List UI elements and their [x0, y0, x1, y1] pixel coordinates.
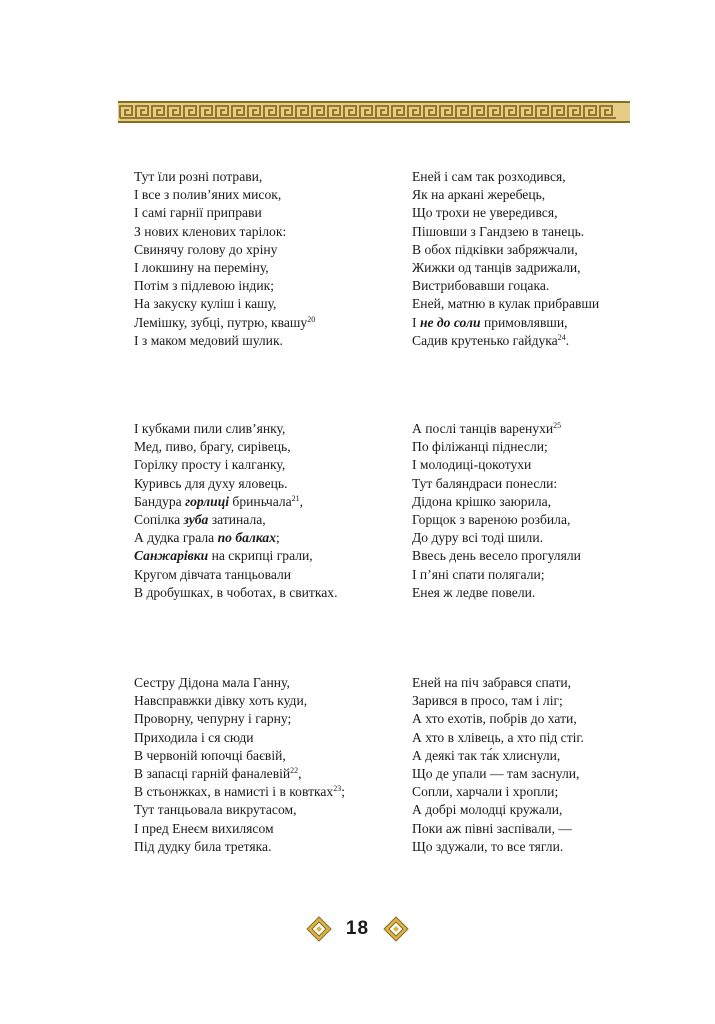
meander-segment [536, 106, 552, 118]
verse-line [412, 314, 599, 332]
greek-meander-pattern [118, 103, 630, 121]
verse-line [134, 547, 338, 565]
verse-text: А дудка грала [134, 530, 218, 546]
verse-line: Горілку просту і калганку, [134, 457, 286, 473]
stanza-4 [412, 420, 581, 602]
verse-line: Тут їли розні потрави, [134, 169, 263, 184]
verse-line: Як на аркані жеребець, [412, 187, 546, 203]
verse-line: Пішовши з Гандзею в танець. [412, 223, 585, 239]
meander-segment [456, 106, 472, 118]
verse-line [412, 420, 581, 438]
verse-line: Під дудку била третяка. [134, 838, 272, 854]
verse-text: А послі танців варенухи [412, 421, 554, 436]
verse-line: На закуску куліш і кашу, [134, 296, 277, 312]
footnote-ref[interactable]: 22 [290, 766, 299, 776]
meander-segment [216, 106, 232, 118]
page-number: 18 [345, 918, 370, 939]
verse-line: Сестру Дідона мала Ганну, [134, 675, 290, 690]
footnote-ref[interactable]: 25 [553, 421, 562, 430]
meander-segment [312, 106, 328, 118]
verse-text: примовлявши, [480, 314, 568, 330]
footnote-ref[interactable]: 23 [333, 784, 342, 794]
verse-line: Проворну, чепурну і гарну; [134, 711, 292, 727]
verse-line: Що здужали, то все тягли. [412, 838, 564, 854]
diamond-knot-icon [306, 916, 332, 942]
verse-line: Горщок з вареною розбила, [412, 512, 571, 528]
verse-line: А добрі молодці кружали, [412, 802, 563, 818]
verse-line: Еней і сам так розходився, [412, 169, 566, 184]
verse-text: В запасці гарній фаналевій [134, 766, 291, 782]
verse-text: Лемішку, зубці, путрю, квашу [134, 314, 308, 330]
verse-line: Енея ж ледве повели. [412, 584, 536, 600]
verse-line: В червоній юпочці баєвій, [134, 747, 286, 763]
verse-text: затинала, [208, 512, 266, 528]
verse-line: Мед, пиво, брагу, сирівець, [134, 439, 291, 455]
verse-text: бриньчала [229, 493, 292, 509]
verse-text: Бандура [134, 493, 186, 509]
verse-line: Тут танцьовала викрутасом, [134, 802, 297, 818]
verse-line [412, 332, 599, 350]
footnote-ref[interactable]: 20 [307, 314, 316, 324]
meander-segment [440, 106, 456, 118]
meander-segment [392, 106, 408, 118]
meander-segment [504, 106, 520, 118]
meander-segment [168, 106, 184, 118]
verse-line [134, 529, 338, 547]
verse-line [134, 493, 338, 511]
emphasis-text: по балках [217, 530, 277, 546]
verse-line: До дуру всі тоді шили. [412, 530, 543, 546]
punctuation: ; [341, 784, 346, 800]
verse-line [134, 314, 315, 332]
verse-line: Тут баляндраси понесли: [412, 475, 558, 491]
verse-line: І п’яні спати полягали; [412, 566, 545, 582]
emphasis-text: горлиці [185, 493, 230, 509]
meander-segment [408, 106, 424, 118]
punctuation: , [299, 493, 304, 509]
verse-line [134, 783, 345, 801]
meander-segment [376, 106, 392, 118]
stanza-5 [134, 674, 345, 856]
stanza-2 [412, 168, 599, 350]
meander-segment [120, 106, 136, 118]
verse-text: Садив крутенько гайдука [412, 332, 558, 348]
emphasis-text: зуба [183, 512, 209, 528]
meander-segment [344, 106, 360, 118]
footnote-ref[interactable]: 21 [291, 493, 300, 503]
verse-line: І кубками пили слив’янку, [134, 421, 286, 436]
verse-line: А хто в хлівець, а хто під стіг. [412, 729, 584, 745]
punctuation: . [565, 332, 570, 348]
meander-segment [248, 106, 264, 118]
meander-segment [360, 106, 376, 118]
verse-line: По філіжанці піднесли; [412, 439, 548, 455]
verse-line: Куривсь для духу яловець. [134, 475, 288, 491]
verse-line: І з маком медовий шулик. [134, 332, 283, 348]
stanza-1 [134, 168, 315, 350]
verse-text: В стьонжках, в намисті і в ковтках [134, 784, 334, 800]
meander-segment [280, 106, 296, 118]
diamond-knot-icon [383, 916, 409, 942]
meander-segment [200, 106, 216, 118]
footnote-ref[interactable]: 24 [557, 332, 566, 342]
punctuation: , [298, 766, 302, 782]
verse-line: В дробушках, в чоботах, в свитках. [134, 584, 338, 600]
verse-line: Що де упали — там заснули, [412, 766, 580, 782]
verse-line: З нових кленових тарілок: [134, 223, 287, 239]
meander-segment [328, 106, 344, 118]
verse-line: Зарився в просо, там і ліг; [412, 693, 563, 709]
meander-segment [264, 106, 280, 118]
verse-line: Еней, матню в кулак прибравши [412, 296, 600, 312]
meander-segment [152, 106, 168, 118]
verse-line: І молодиці-цокотухи [412, 457, 532, 473]
verse-line: Навсправжки дівку хоть куди, [134, 693, 308, 709]
meander-segment [472, 106, 488, 118]
greek-meander-icon [118, 101, 630, 123]
verse-line: І все з полив’яних мисок, [134, 187, 282, 203]
verse-line: Свинячу голову до хріну [134, 241, 278, 257]
verse-text: Сопілка [134, 512, 184, 528]
verse-line: Що трохи не увередився, [412, 205, 558, 221]
verse-line: Приходила і ся сюди [134, 729, 254, 745]
verse-line: Кругом дівчата танцьовали [134, 566, 292, 582]
verse-line: Сопли, харчали і хропли; [412, 784, 559, 800]
verse-line [134, 511, 338, 529]
emphasis-text: Санжарівки [134, 548, 209, 564]
verse-line: Вистрибовавши гоцака. [412, 278, 550, 294]
meander-segment [296, 106, 312, 118]
meander-segment [136, 106, 152, 118]
meander-segment [584, 106, 600, 118]
meander-segment [232, 106, 248, 118]
verse-line: А хто ехотів, побрів до хати, [412, 711, 577, 727]
verse-line: В обох підківки забряжчали, [412, 241, 578, 257]
verse-text: на скрипці грали, [208, 548, 313, 564]
verse-line [134, 765, 345, 783]
verse-text: ; [276, 530, 280, 546]
verse-line: Дідона крішко заюрила, [412, 493, 552, 509]
verse-line: І самі гарнії приправи [134, 205, 262, 221]
verse-line: Ввесь день весело прогуляли [412, 548, 581, 564]
meander-segment [552, 106, 568, 118]
verse-line: Еней на піч забрався спати, [412, 675, 572, 690]
emphasis-text: не до соли [419, 314, 481, 330]
meander-segment [568, 106, 584, 118]
meander-segment [520, 106, 536, 118]
meander-segment [184, 106, 200, 118]
page-footer [0, 914, 715, 944]
verse-line: Жижки од танців задрижали, [412, 260, 581, 276]
verse-text: І [412, 314, 420, 330]
meander-segment [600, 106, 616, 118]
verse-line: І пред Енеєм вихилясом [134, 820, 274, 836]
stanza-3 [134, 420, 338, 602]
verse-line: А деякі так та́к хлиснули, [412, 747, 561, 763]
meander-segment [488, 106, 504, 118]
verse-line: Потім з підлевою індик; [134, 278, 275, 294]
verse-line: Поки аж півні заспівали, — [412, 820, 572, 836]
meander-segment [424, 106, 440, 118]
stanza-6 [412, 674, 584, 856]
verse-line: І локшину на переміну, [134, 260, 269, 276]
